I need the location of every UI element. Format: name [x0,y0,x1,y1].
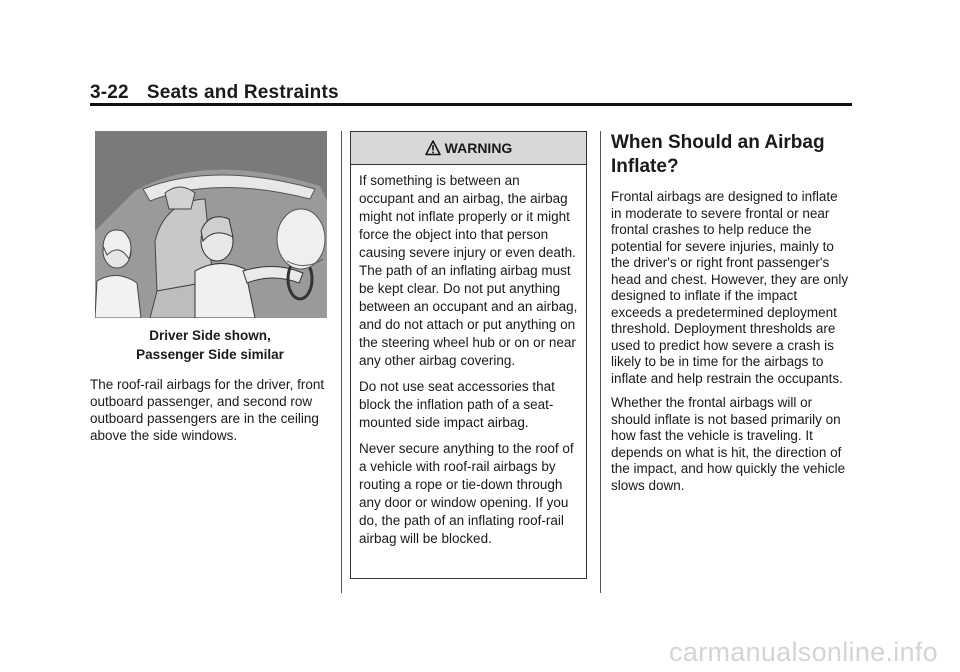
warning-body [351,165,586,548]
column-divider-2 [600,131,601,593]
caption-line-1: Driver Side shown, [149,328,271,343]
section-title: Seats and Restraints [146,82,339,103]
warning-triangle-icon [425,140,441,156]
section-heading: When Should an Airbag Inflate? [611,132,825,177]
body-paragraph: Whether the frontal airbags will or should inflate is not based primarily on how fast the vehicle is traveling. It depends on what is hit, the direction of the impact, and how quickly the vehicle slows down. [611,395,846,493]
body-paragraph: Frontal airbags are designed to inflate in moderate to severe frontal or near frontal crashes to help reduce the potential for severe injuries, mainly to the driver's or right front passenger's head and chest. However, they are only designed to inflate if the impact exceeds a predetermined deployment threshold. Deployment thresholds are used to predict how severe a crash is likely to be in time for the airbags to inflate and help restrain the occupants. [611,189,849,386]
warning-header [351,132,586,165]
roof-rail-paragraph: The roof-rail airbags for the driver, front outboard passenger, and second row outboard passengers are in the ceiling above the side windows. [90,377,325,443]
airbag-illustration [95,131,327,318]
warning-label: WARNING [444,140,513,156]
warning-paragraph: Do not use seat accessories that block the inflation path of a seat-mounted side impact airbag. [359,379,555,430]
left-column [90,131,330,444]
column-divider-1 [341,131,342,593]
header-rule [90,103,852,106]
page-header [90,82,339,104]
caption-line-2: Passenger Side similar [136,347,284,362]
watermark: carmanualsonline.info [669,637,938,667]
page-number: 3-22 [90,82,129,103]
right-column [611,131,851,502]
warning-paragraph: If something is between an occupant and an airbag, the airbag might not inflate properly or it might force the object into that person causing severe injury or even death. The path of an inflating airbag must be kept clear. Do not put anything between an occupant and an airbag, and do not attach or put anything on the steering wheel hub or on or near any other airbag covering. [359,173,578,368]
airbag-illustration-drawing [95,131,327,318]
figure-caption [90,326,330,364]
warning-paragraph: Never secure anything to the roof of a vehicle with roof-rail airbags by routing a rope or tie-down through any door or window opening. If you do, the path of an inflating roof-rail airbag will be blocked. [359,441,574,546]
warning-box [350,131,587,579]
